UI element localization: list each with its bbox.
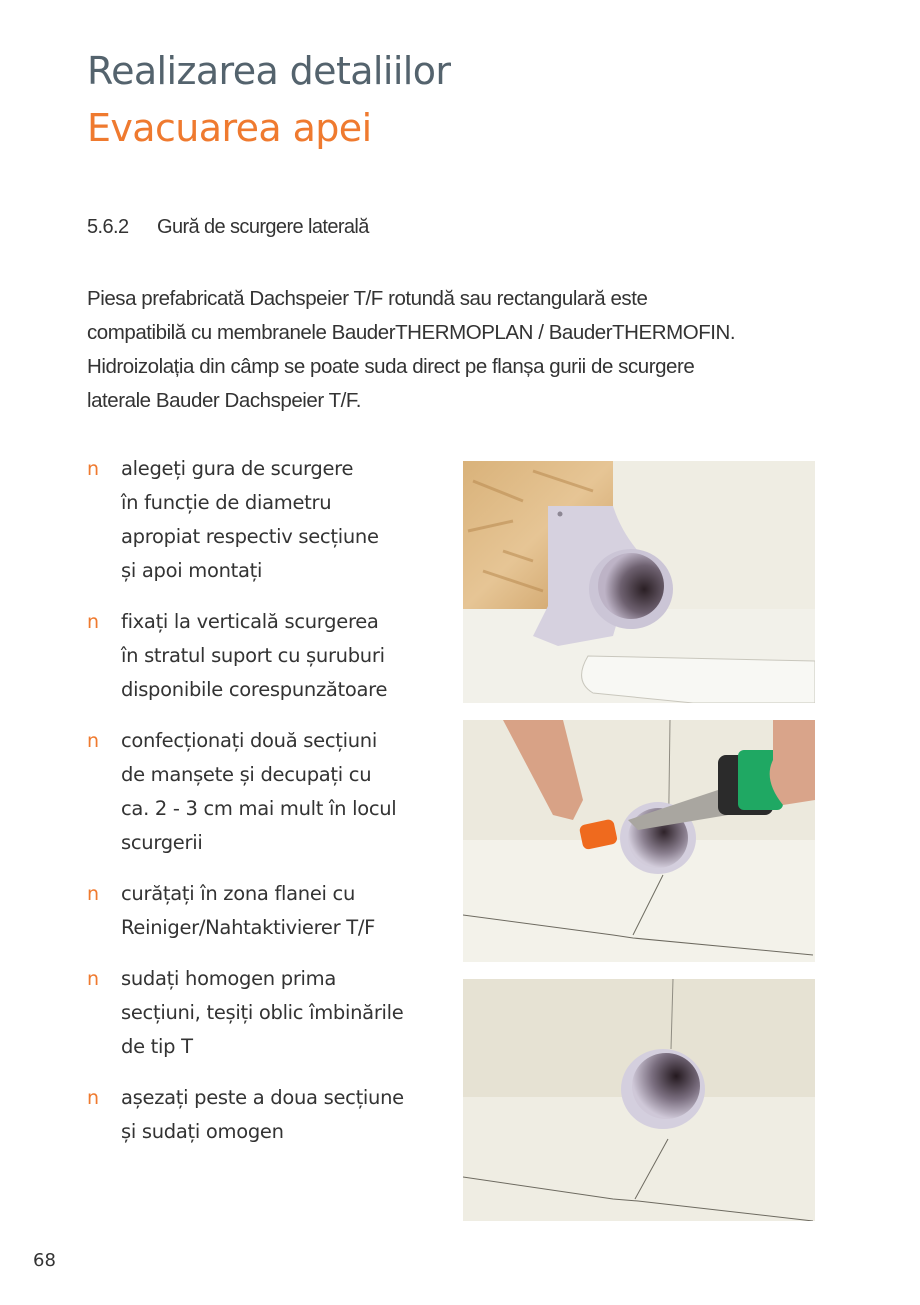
step-line: sudați homogen prima — [121, 967, 337, 990]
section-number: 5.6.2 — [87, 216, 129, 238]
intro-line: Piesa prefabricată Dachspeier T/F rotundă sau rectangulară este — [87, 287, 648, 310]
step-line: secțiuni, teșiți oblic îmbinările — [121, 1001, 404, 1024]
page-title: Realizarea detaliilor — [87, 49, 451, 93]
intro-line: compatibilă cu membranele BauderTHERMOPLAN / BauderTHERMOFIN. — [87, 321, 736, 344]
section-heading — [87, 216, 369, 239]
step-item — [87, 877, 447, 945]
step-line: apropiat respectiv secțiune — [121, 525, 379, 548]
bullet-icon: n — [87, 458, 100, 480]
step-line: de manșete și decupați cu — [121, 763, 372, 786]
step-item — [87, 605, 447, 707]
step-line: și apoi montați — [121, 559, 263, 582]
step-line: fixați la verticală scurgerea — [121, 610, 379, 633]
intro-line: Hidroizolația din câmp se poate suda direct pe flanșa gurii de scurgere — [87, 355, 695, 378]
photo-drain-mounted — [463, 461, 815, 703]
step-item — [87, 962, 447, 1064]
step-line: confecționați două secțiuni — [121, 729, 377, 752]
step-line: alegeți gura de scurgere — [121, 457, 354, 480]
bullet-icon: n — [87, 611, 100, 633]
step-item — [87, 1081, 447, 1149]
page-subtitle: Evacuarea apei — [87, 106, 372, 150]
bullet-icon: n — [87, 1087, 100, 1109]
step-line: disponibile corespunzătoare — [121, 678, 388, 701]
bullet-icon: n — [87, 883, 100, 905]
section-title: Gură de scurgere laterală — [157, 216, 369, 238]
step-line: curățați în zona flanei cu — [121, 882, 356, 905]
step-line: așezați peste a doua secțiune — [121, 1086, 404, 1109]
photo-finished-drain — [463, 979, 815, 1221]
steps-list — [87, 452, 447, 1166]
step-line: de tip T — [121, 1035, 193, 1058]
step-line: scurgerii — [121, 831, 203, 854]
bullet-icon: n — [87, 730, 100, 752]
intro-paragraph — [87, 282, 827, 418]
step-line: și sudați omogen — [121, 1120, 284, 1143]
bullet-icon: n — [87, 968, 100, 990]
step-item — [87, 452, 447, 588]
step-line: în funcție de diametru — [121, 491, 332, 514]
step-line: Reiniger/Nahtaktivierer T/F — [121, 916, 376, 939]
intro-line: laterale Bauder Dachspeier T/F. — [87, 389, 361, 412]
step-item — [87, 724, 447, 860]
step-line: în stratul suport cu șuruburi — [121, 644, 385, 667]
page-number: 68 — [33, 1250, 56, 1271]
photo-welding — [463, 720, 815, 962]
step-line: ca. 2 - 3 cm mai mult în locul — [121, 797, 397, 820]
